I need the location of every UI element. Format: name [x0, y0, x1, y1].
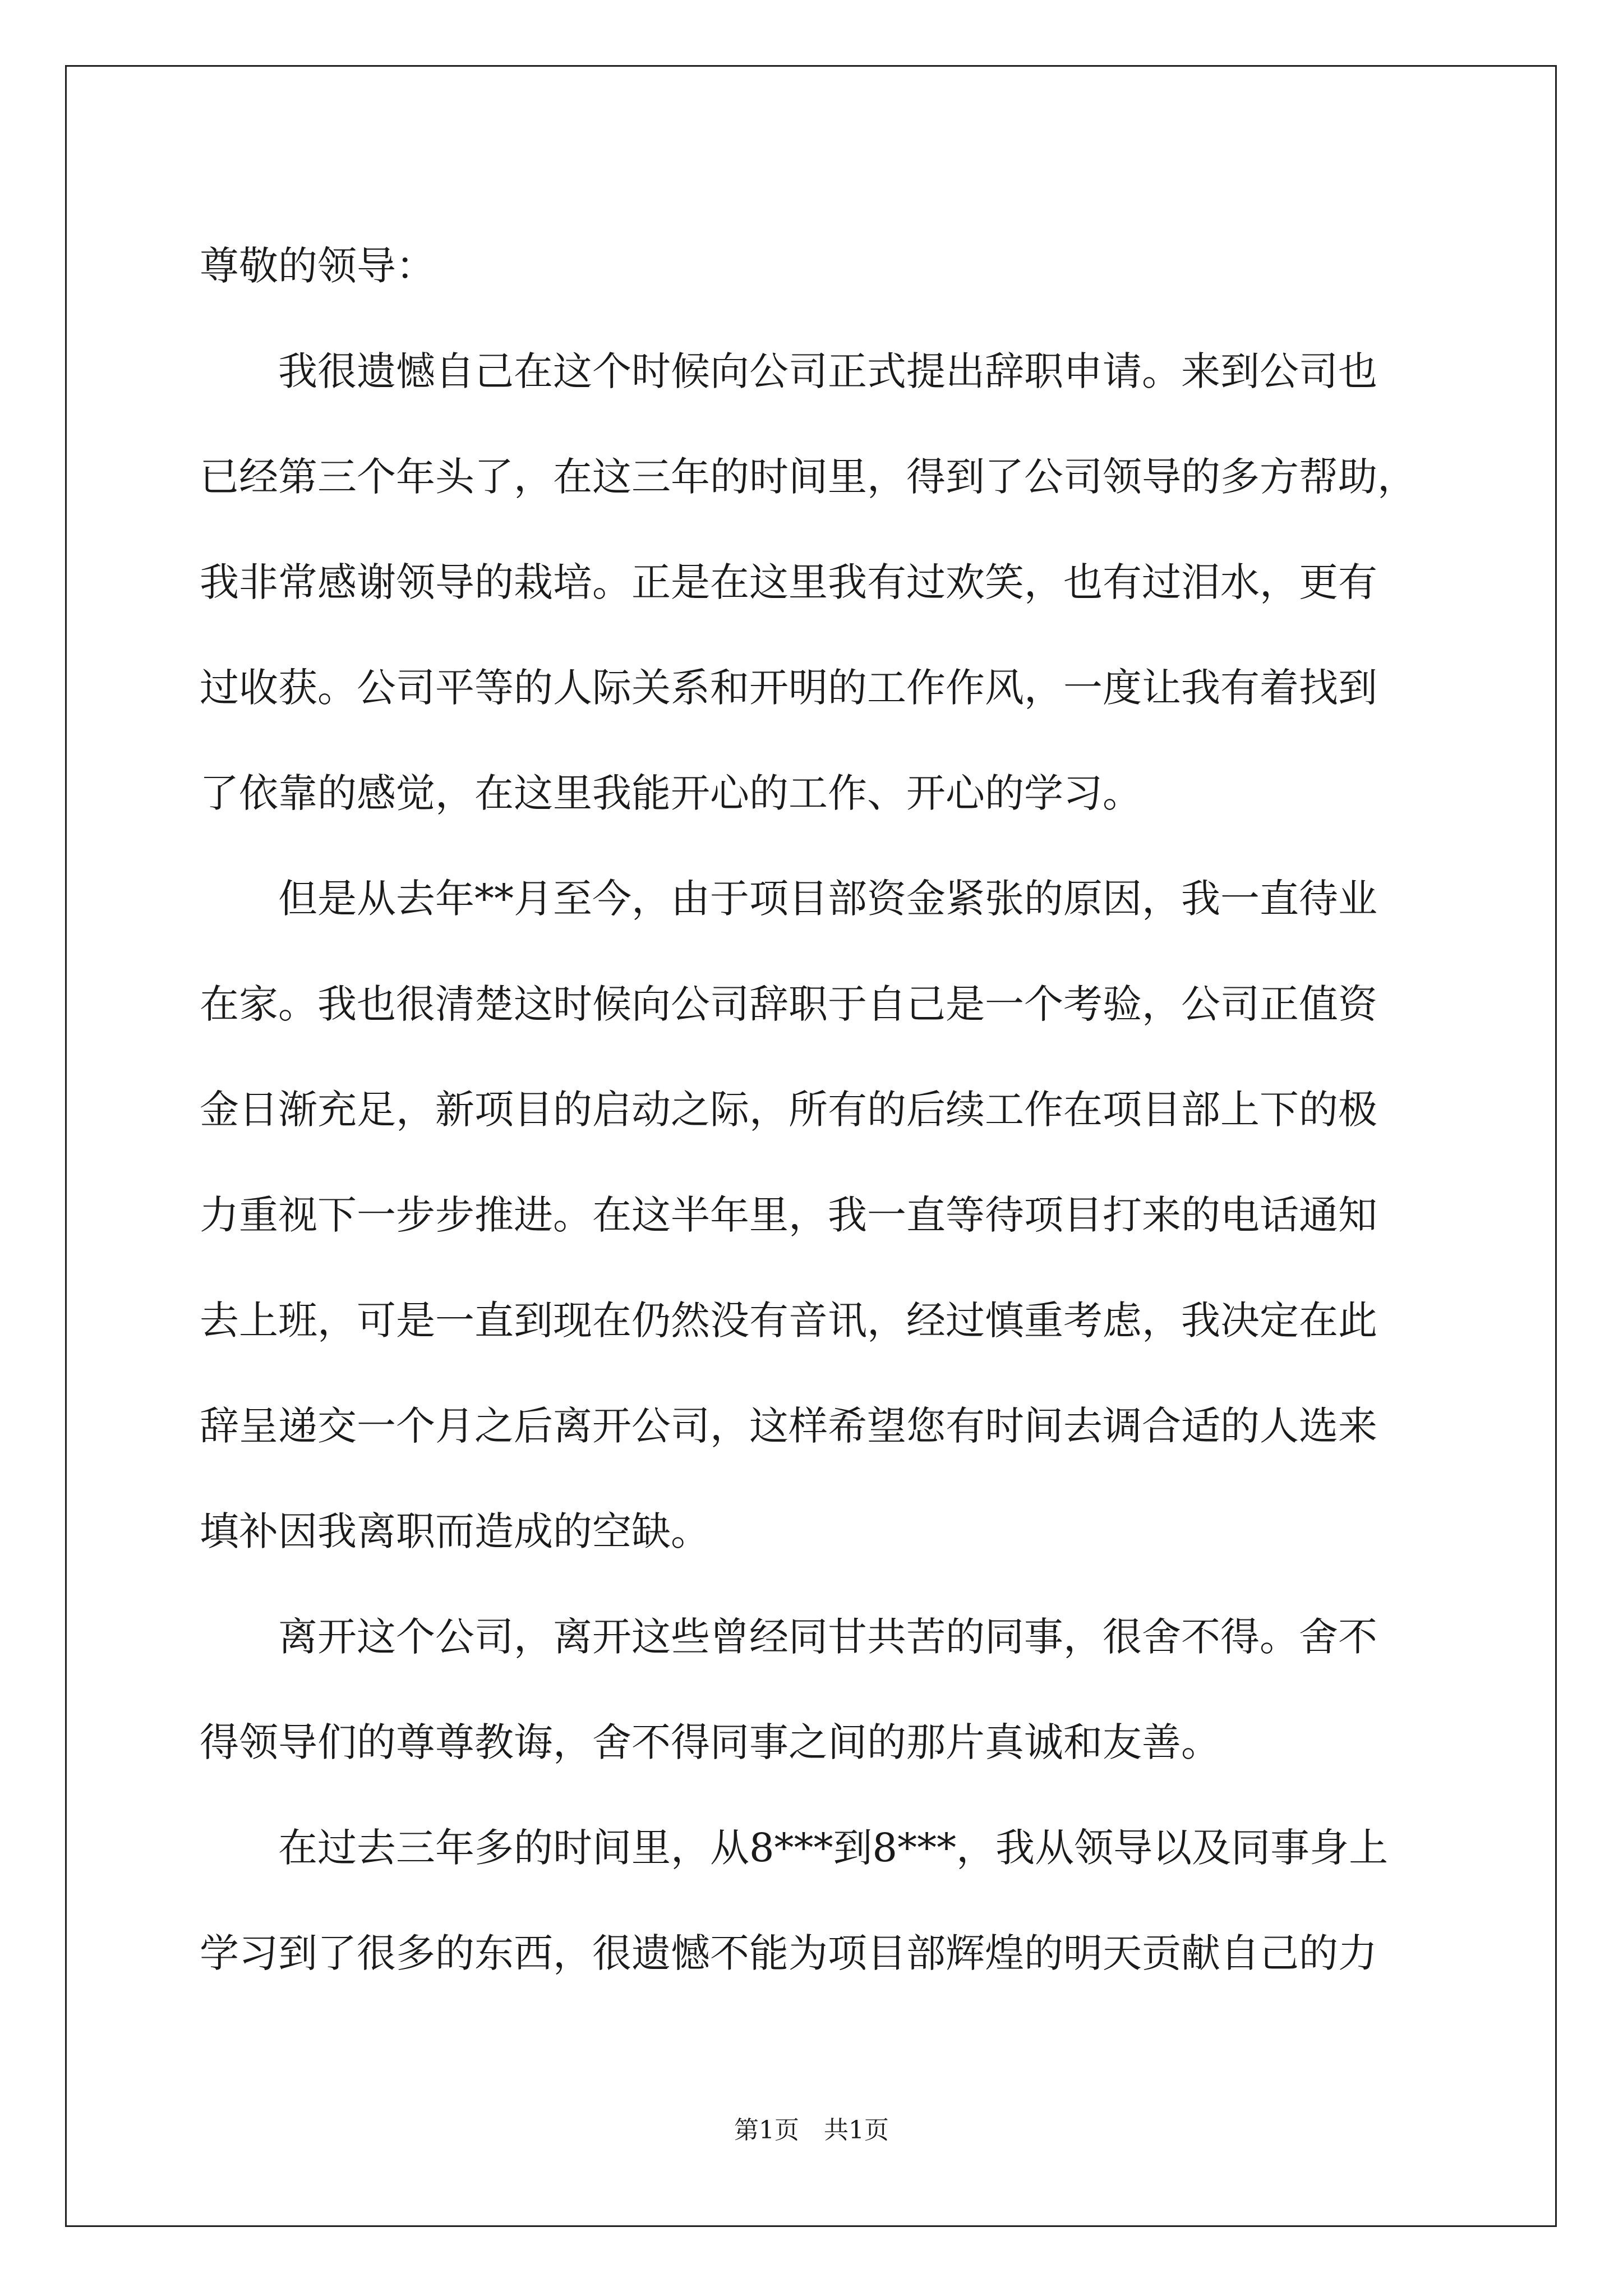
- paragraph-1-line-4: 过收获。公司平等的人际关系和开明的工作作风，一度让我有着找到: [200, 665, 1377, 711]
- paragraph-2-line-4: 力重视下一步步推进。在这半年里，我一直等待项目打来的电话通知: [200, 1192, 1377, 1238]
- salutation: 尊敬的领导：: [200, 243, 435, 289]
- letter-body: [200, 213, 1433, 2006]
- paragraph-1-line-3: 我非常感谢领导的栽培。正是在这里我有过欢笑，也有过泪水，更有: [200, 559, 1377, 605]
- paragraph-1-line-5: 了依靠的感觉，在这里我能开心的工作、开心的学习。: [200, 770, 1142, 816]
- page-number-footer: 第1页 共1页: [734, 2116, 889, 2145]
- paragraph-1-line-1: 我很遗憾自己在这个时候向公司正式提出辞职申请。来到公司也: [278, 348, 1377, 394]
- paragraph-3-line-1: 离开这个公司，离开这些曾经同甘共苦的同事，很舍不得。舍不: [278, 1614, 1377, 1660]
- paragraph-2-line-2: 在家。我也很清楚这时候向公司辞职于自己是一个考验，公司正值资: [200, 981, 1377, 1027]
- paragraph-4-line-2: 学习到了很多的东西，很遗憾不能为项目部辉煌的明天贡献自己的力: [200, 1930, 1377, 1976]
- paragraph-2-line-3: 金日渐充足，新项目的启动之际，所有的后续工作在项目部上下的极: [200, 1087, 1377, 1133]
- paragraph-4-line-1: 在过去三年多的时间里，从8***到8***，我从领导以及同事身上: [278, 1825, 1389, 1871]
- paragraph-2-line-1: 但是从去年**月至今，由于项目部资金紧张的原因，我一直待业: [278, 876, 1377, 922]
- paragraph-2-line-5: 去上班，可是一直到现在仍然没有音讯，经过慎重考虑，我决定在此: [200, 1297, 1377, 1343]
- paragraph-1-line-2: 已经第三个年头了，在这三年的时间里，得到了公司领导的多方帮助，: [200, 454, 1417, 500]
- paragraph-2-line-7: 填补因我离职而造成的空缺。: [200, 1508, 710, 1554]
- paragraph-2-line-6: 辞呈递交一个月之后离开公司，这样希望您有时间去调合适的人选来: [200, 1403, 1377, 1449]
- paragraph-3-line-2: 得领导们的尊尊教诲，舍不得同事之间的那片真诚和友善。: [200, 1719, 1220, 1765]
